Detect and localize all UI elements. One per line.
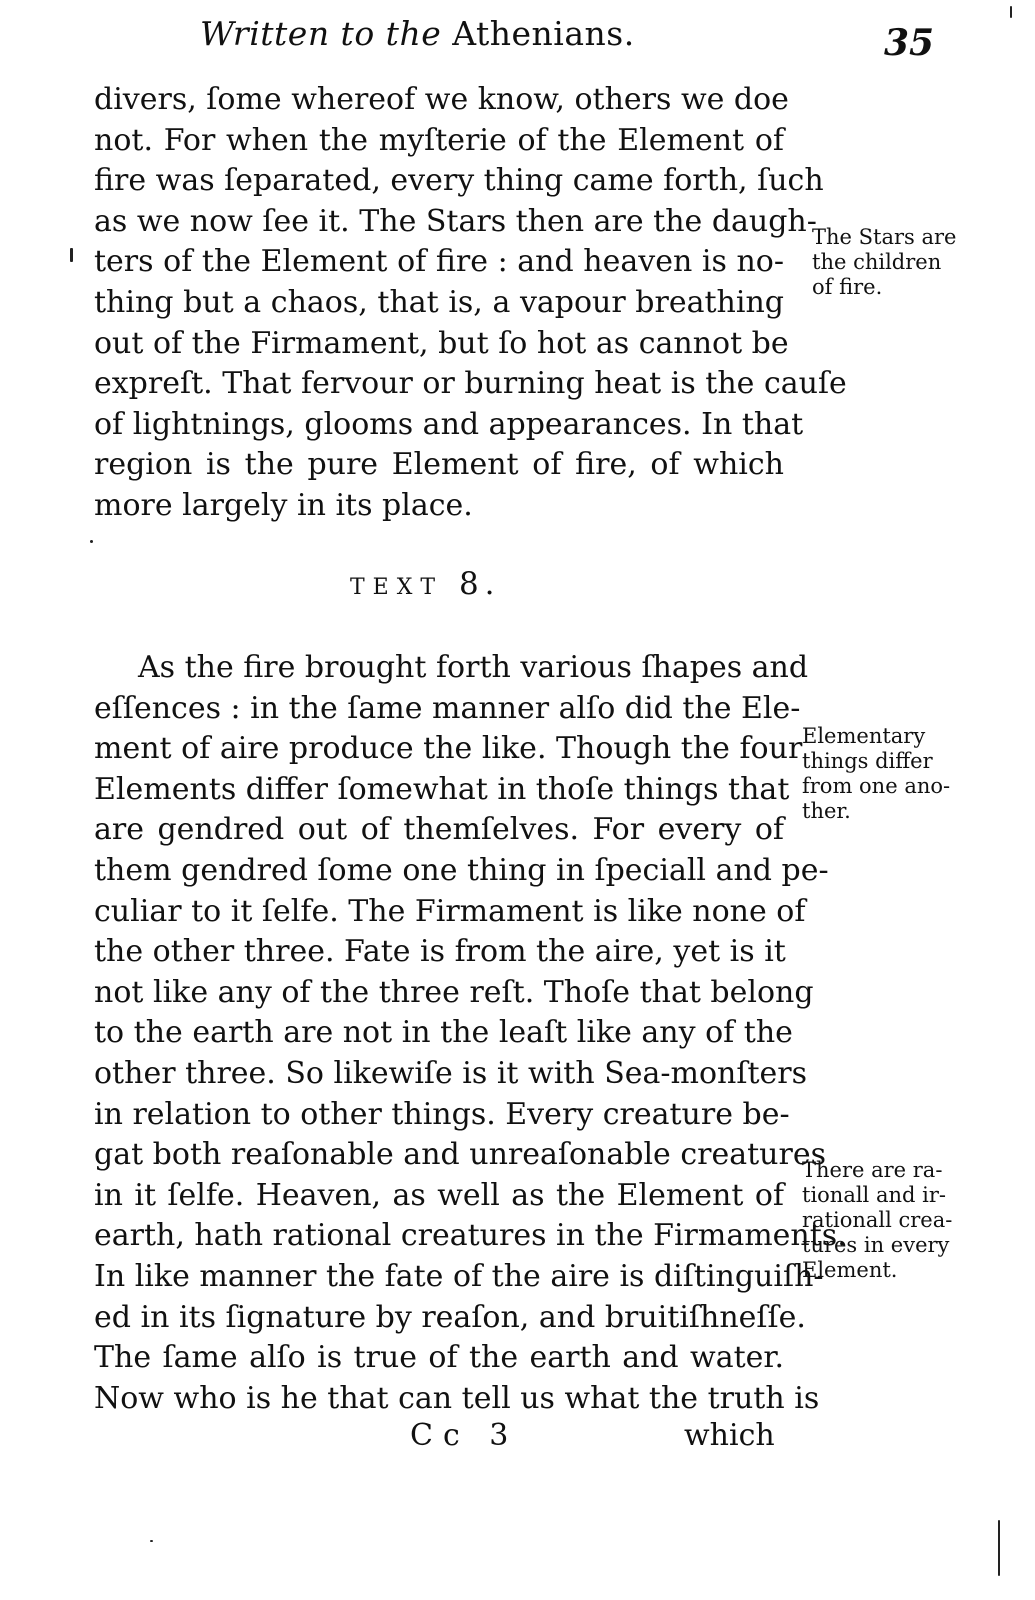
section-heading: [350, 566, 501, 602]
signature-mark: Cc 3: [410, 1418, 519, 1453]
text-line: to the earth are not in the leaſt like any of the: [94, 1015, 793, 1051]
page-number: 35: [884, 22, 935, 64]
scan-speck: [998, 1520, 1000, 1576]
margin-note-line: of fire.: [812, 275, 883, 299]
text-line: in it ſelfe. Heaven, as well as the Element of: [94, 1177, 784, 1213]
text-line: fire was ſeparated, every thing came forth, ſuch: [94, 163, 824, 199]
text-line: eſſences : in the ſame manner alſo did the Ele-: [94, 690, 801, 726]
margin-note-line: things differ: [802, 749, 933, 773]
running-title-roman: Athenians.: [452, 14, 635, 53]
text-line: In like manner the fate of the aire is diſtinguiſh-: [94, 1258, 824, 1294]
paragraph-1: [94, 80, 847, 527]
margin-note-stars: [812, 225, 992, 300]
running-head: [200, 14, 635, 53]
text-line: other three. So likewiſe is it with Sea-monſters: [94, 1055, 808, 1091]
margin-note-line: There are ra-: [802, 1158, 943, 1182]
text-line: earth, hath rational creatures in the Firmaments.: [94, 1218, 847, 1254]
margin-note-line: Elementary: [802, 724, 926, 748]
text-line: them gendred ſome one thing in ſpeciall and pe-: [94, 852, 829, 888]
heading-word: TEXT: [350, 575, 444, 600]
margin-note-line: tionall and ir-: [802, 1183, 946, 1207]
text-line: gat both reaſonable and unreaſonable creatures: [94, 1137, 826, 1173]
text-line: Now who is he that can tell us what the truth is: [94, 1380, 820, 1416]
text-line: Elements differ ſomewhat in thoſe things that: [94, 771, 790, 807]
text-line: ed in its ſignature by reaſon, and bruitiſhneſſe.: [94, 1299, 806, 1335]
scan-speck: [70, 248, 73, 262]
text-line: region is the pure Element of fire, of which: [94, 447, 784, 483]
paragraph-2: [94, 648, 847, 1419]
margin-note-line: rationall crea-: [802, 1208, 953, 1232]
text-line: As the fire brought forth various ſhapes and: [138, 650, 809, 685]
margin-note-line: the children: [812, 250, 942, 274]
text-line: the other three. Fate is from the aire, yet is it: [94, 934, 786, 970]
text-line: culiar to it ſelfe. The Firmament is like none of: [94, 893, 806, 929]
text-line: ment of aire produce the like. Though the four: [94, 731, 803, 767]
scan-speck: [150, 1540, 153, 1542]
running-title-italic: Written to the: [200, 14, 442, 53]
margin-note-elementary: [802, 724, 982, 824]
text-line: ters of the Element of fire : and heaven is no-: [94, 244, 784, 280]
text-line: not like any of the three reſt. Thoſe that belong: [94, 974, 814, 1010]
catchword: which: [684, 1418, 775, 1453]
text-line: of lightnings, glooms and appearances. In that: [94, 406, 804, 442]
text-line: out of the Firmament, but ſo hot as cannot be: [94, 325, 789, 361]
text-line: as we now ſee it. The Stars then are the daugh-: [94, 203, 817, 239]
heading-number: 8.: [458, 566, 501, 602]
margin-note-line: from one ano-: [802, 774, 951, 798]
margin-note-line: The Stars are: [812, 225, 957, 249]
text-line: divers, ſome whereof we know, others we doe: [94, 82, 789, 117]
text-line: thing but a chaos, that is, a vapour breathing: [94, 284, 784, 320]
text-line: The ſame alſo is true of the earth and water.: [94, 1340, 784, 1376]
text-line: expreſt. That fervour or burning heat is the cauſe: [94, 366, 847, 402]
scan-speck: [1010, 6, 1012, 18]
text-line: not. For when the myſterie of the Element of: [94, 122, 784, 158]
text-line: more largely in its place.: [94, 487, 473, 523]
margin-note-line: tures in every: [802, 1233, 950, 1257]
margin-note-line: Element.: [802, 1258, 898, 1282]
margin-note-rational: [802, 1158, 982, 1283]
scan-speck: [90, 540, 93, 543]
margin-note-line: ther.: [802, 799, 851, 823]
text-line: in relation to other things. Every creature be-: [94, 1096, 790, 1132]
text-line: are gendred out of themſelves. For every of: [94, 812, 784, 848]
